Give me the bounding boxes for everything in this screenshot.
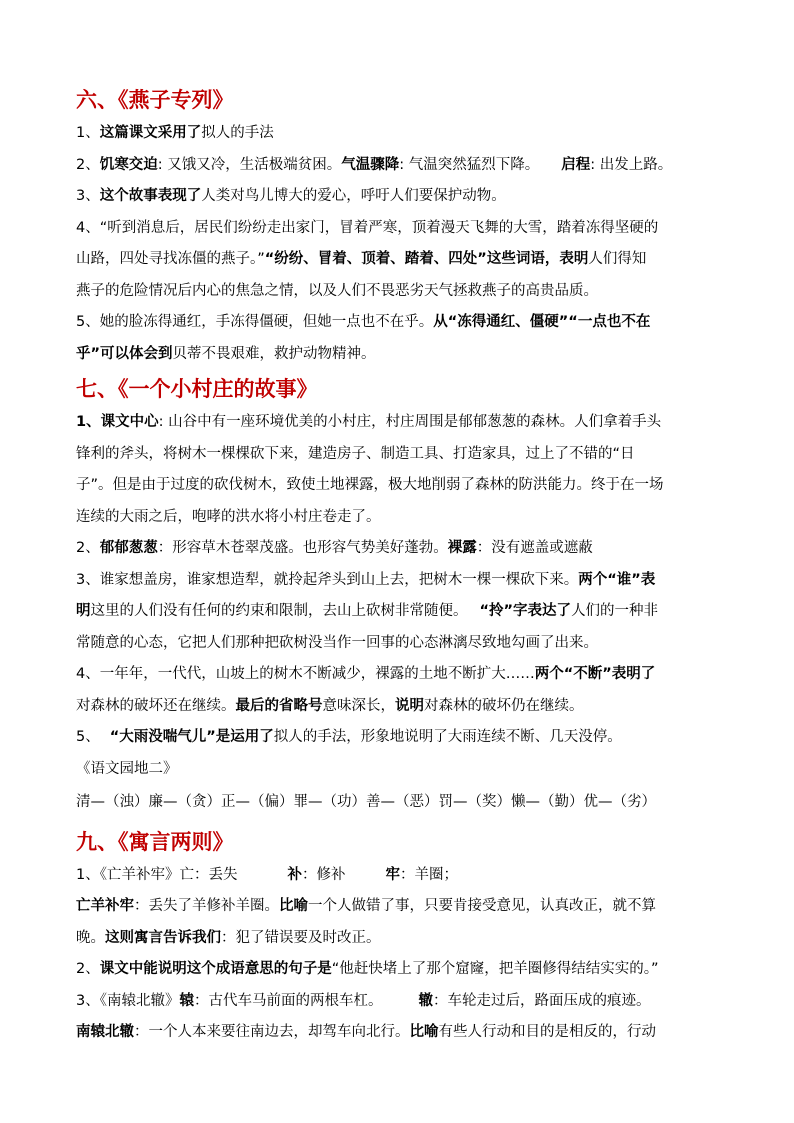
key-term: 启程 bbox=[561, 156, 591, 173]
text: 常随意的心态，它把人们那种把砍树没当作一回事的心态淋漓尽致地勾画了出来。 bbox=[76, 634, 598, 651]
text: 3、 bbox=[76, 188, 100, 204]
text: 3、《南辕北辙》 bbox=[76, 992, 180, 1009]
text: 子”。但是由于过度的砍伐树木，致使土地裸露，极大地削弱了森林的防洪能力。终于在一场 bbox=[76, 477, 664, 493]
s6-line-4c bbox=[76, 276, 724, 308]
text: : 又饿又冷，生活极端贫困。 bbox=[157, 156, 342, 173]
text: ：一个人本来要往南边去，却驾车向北行。 bbox=[134, 1024, 410, 1040]
text: 锋利的斧头，将树木一棵棵砍下来，建造房子、制造工具、打造家具，过上了不错的“日 bbox=[76, 445, 635, 462]
section-title-xiaocunzhuang: 七、《一个小村庄的故事》 bbox=[76, 376, 318, 401]
text: 对森林的破坏还在继续。 bbox=[76, 697, 236, 714]
s7-line-3b bbox=[76, 596, 724, 628]
key-term: 1、课文中心 bbox=[76, 414, 159, 430]
key-term: 明 bbox=[76, 603, 91, 619]
s7-line-4a bbox=[76, 659, 724, 691]
text: 山路，四处寻找冻僵的燕子。” bbox=[76, 251, 265, 267]
key-term: 课文中能说明这个成语意思的句子是 bbox=[99, 961, 332, 977]
s6-line-5a bbox=[76, 307, 724, 339]
text: 一个人做错了事，只要肯接受意见，认真改正，就不算 bbox=[308, 898, 656, 914]
s7-line-1a bbox=[76, 407, 724, 439]
key-term: 这篇课文采用了 bbox=[99, 125, 202, 141]
key-term: 裸露 bbox=[447, 540, 477, 556]
text: ：犯了错误要及时改正。 bbox=[221, 929, 381, 946]
text: : 气温突然猛烈下降。 bbox=[399, 156, 540, 173]
text: 1、 bbox=[76, 125, 100, 141]
text: : 山谷中有一座环境优美的小村庄，村庄周围是郁郁葱葱的森林。人们拿着手头 bbox=[158, 414, 662, 430]
document-page bbox=[76, 80, 724, 1049]
garden-title: 《语文园地二》 bbox=[76, 760, 178, 777]
key-term: 从“冻得通红、僵硬”“一点也不在 bbox=[433, 314, 651, 330]
s7-line-5 bbox=[76, 722, 724, 754]
key-term: 南辕北辙 bbox=[76, 1024, 134, 1040]
text: 人们得知 bbox=[588, 251, 647, 267]
text: ：古代车马前面的两根车杠。 bbox=[193, 992, 383, 1009]
s7-line-4b bbox=[76, 691, 724, 723]
text: 连续的大雨之后，咆哮的洪水将小村庄卷走了。 bbox=[76, 508, 381, 525]
text: 贝蒂不畏艰难，救护动物精神。 bbox=[172, 345, 376, 362]
text: 1、《亡羊补牢》亡 bbox=[76, 866, 194, 883]
s9-line-3 bbox=[76, 954, 724, 986]
text: ：丢失了羊修补羊圈。 bbox=[134, 898, 279, 914]
antonym-pairs: 清—（浊）廉—（贪）正—（偏）罪—（功）善—（恶）罚—（奖）懒—（勤）优—（劣） bbox=[76, 794, 656, 810]
text: 5、 bbox=[76, 729, 100, 745]
text: 燕子的危险情况后内心的焦急之情，以及人们不畏恶劣天气拯救燕子的高贵品质。 bbox=[76, 282, 598, 299]
text: 2、 bbox=[76, 961, 100, 977]
s9-line-1 bbox=[76, 860, 724, 892]
text: 晚。 bbox=[76, 929, 105, 946]
key-term: 最后的省略号 bbox=[235, 697, 323, 714]
s7-line-3a bbox=[76, 565, 724, 597]
text: ：车轮走过后，路面压成的痕迹。 bbox=[432, 992, 651, 1009]
text: 4、一年年，一代代，山坡上的树木不断减少，裸露的土地不断扩大…… bbox=[76, 666, 535, 682]
key-term: 这个故事表现了 bbox=[99, 188, 202, 204]
key-term: 说明 bbox=[395, 697, 424, 714]
key-term: 郁郁葱葱 bbox=[99, 540, 158, 556]
text: 有些人行动和目的是相反的，行动 bbox=[438, 1024, 656, 1040]
key-term: 亡羊补牢 bbox=[76, 898, 134, 914]
key-term: “大雨没喘气儿”是运用了 bbox=[109, 729, 274, 745]
key-term: 牢 bbox=[385, 866, 400, 883]
key-term: 辕 bbox=[179, 992, 194, 1009]
s6-line-5b bbox=[76, 339, 724, 371]
s7-line-1c bbox=[76, 470, 724, 502]
s6-line-4a bbox=[76, 213, 724, 245]
text: ：羊圈； bbox=[399, 866, 458, 883]
key-term: 辙 bbox=[418, 992, 433, 1009]
text: “他赶快堵上了那个窟窿，把羊圈修得结结实实的。” bbox=[331, 961, 659, 977]
key-term: 两个“不断”表明了 bbox=[534, 666, 656, 682]
section-title-yanzi: 六、《燕子专列》 bbox=[76, 87, 234, 112]
s6-line-2 bbox=[76, 150, 724, 182]
text: 4、“听到消息后，居民们纷纷走出家门，冒着严寒，顶着漫天飞舞的大雪，踏着冻得坚硬的 bbox=[76, 219, 659, 236]
s7-line-1b bbox=[76, 439, 724, 471]
text: 拟人的手法，形象地说明了大雨连续不断、几天没停。 bbox=[273, 729, 622, 745]
text: : 出发上路。 bbox=[590, 156, 673, 173]
s7-line-3c bbox=[76, 628, 724, 660]
key-term: 比喻 bbox=[409, 1024, 439, 1040]
key-term: 乎”可以体会到 bbox=[76, 345, 173, 362]
text: 人们的一种非 bbox=[571, 603, 659, 619]
text: 2、 bbox=[76, 156, 100, 173]
s7-line-1d bbox=[76, 502, 724, 534]
key-term: 饥寒交迫 bbox=[99, 156, 158, 173]
s6-line-4b bbox=[76, 244, 724, 276]
text: 意味深长， bbox=[322, 697, 395, 714]
text: 3、谁家想盖房，谁家想造犁，就拎起斧头到山上去，把树木一棵一棵砍下来。 bbox=[76, 571, 579, 588]
key-term: “纷纷、冒着、顶着、踏着、四处”这些词语，表明 bbox=[264, 251, 589, 267]
section-title-yuyan: 九、《寓言两则》 bbox=[76, 828, 234, 854]
s7-line-2 bbox=[76, 533, 724, 565]
s6-line-3 bbox=[76, 181, 724, 213]
text: 5、她的脸冻得通红，手冻得僵硬，但她一点也不在乎。 bbox=[76, 314, 434, 330]
s9-line-4 bbox=[76, 986, 724, 1018]
key-term: “拎”字表达了 bbox=[479, 603, 572, 619]
text: ：形容草木苍翠茂盛。也形容气势美好蓬勃。 bbox=[157, 540, 448, 556]
s9-line-5 bbox=[76, 1017, 724, 1049]
text: ：丢失 bbox=[193, 866, 238, 883]
text: 拟人的手法 bbox=[201, 125, 274, 141]
key-term: 比喻 bbox=[279, 898, 308, 914]
key-term: 两个“谁”表 bbox=[578, 571, 656, 588]
key-term: 这则寓言告诉我们 bbox=[105, 929, 221, 946]
key-term: 气温骤降 bbox=[341, 156, 400, 173]
s6-line-1 bbox=[76, 118, 724, 150]
s9-line-2b bbox=[76, 923, 724, 955]
text: 这里的人们没有任何的约束和限制，去山上砍树非常随便。 bbox=[90, 603, 468, 619]
text: 对森林的破坏仍在继续。 bbox=[424, 697, 584, 714]
s9-line-2a bbox=[76, 891, 724, 923]
text: 2、 bbox=[76, 540, 100, 556]
text: ：修补 bbox=[301, 866, 346, 883]
text: ：没有遮盖或遮蔽 bbox=[476, 540, 593, 556]
text: 人类对鸟儿博大的爱心，呼吁人们要保护动物。 bbox=[201, 188, 506, 204]
key-term: 补 bbox=[287, 866, 302, 883]
